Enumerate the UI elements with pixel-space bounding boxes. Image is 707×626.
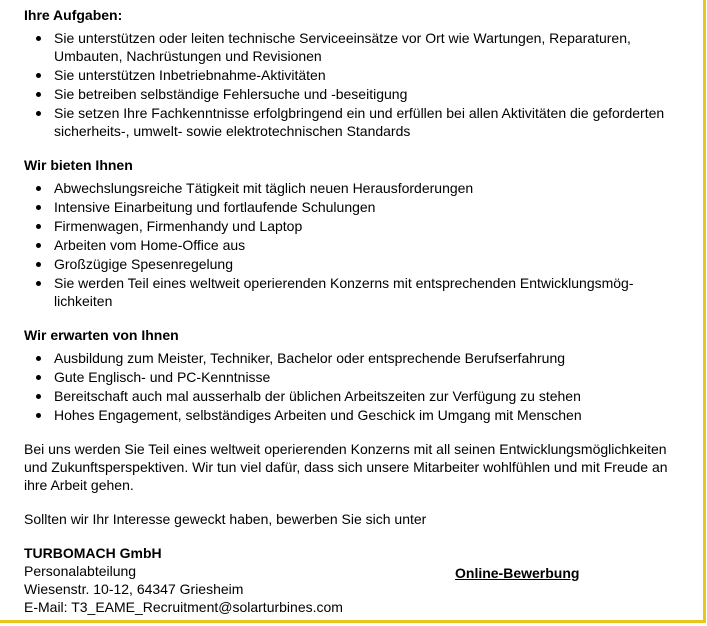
list-item: Großzügige Spesenregelung: [54, 255, 674, 273]
list-item: Abwechslungsreiche Tätigkeit mit täglich neuen Herausforderungen: [54, 179, 674, 197]
tasks-heading: Ihre Aufgaben:: [24, 7, 123, 23]
list-item: Sie betreiben selbständige Fehlersuche und -beseitigung: [54, 85, 674, 103]
list-item: Arbeiten vom Home-Office aus: [54, 236, 674, 254]
list-item: Gute Englisch- und PC-Kenntnisse: [54, 368, 674, 386]
closing-paragraph: Bei uns werden Sie Teil eines weltweit operierenden Konzerns mit all seinen Entwicklungsmöglichkeiten und Zukunftsperspektiven. Wir tun viel dafür, dass sich unsere Mitarbeiter wohlfühlen und mit Freude an ihre Arbeit gehen.: [24, 441, 668, 493]
offer-heading: Wir bieten Ihnen: [24, 157, 133, 173]
list-item: Sie setzen Ihre Fachkenntnisse erfolgbringend ein und erfüllen bei allen Aktivitäten die geforderten sicherheits-, umwelt- sowie elektrotechnischen Standards: [54, 104, 674, 140]
email[interactable]: E-Mail: T3_EAME_Recruitment@solarturbines.com: [24, 599, 343, 615]
offer-list: [24, 179, 674, 310]
contact-block: [24, 544, 674, 616]
list-item: Bereitschaft auch mal ausserhalb der üblichen Arbeitszeiten zur Verfügung zu stehen: [54, 387, 674, 405]
tasks-section: [24, 6, 674, 140]
company-name: TURBOMACH GmbH: [24, 545, 162, 561]
list-item: Sie unterstützen oder leiten technische Serviceeinsätze vor Ort wie Wartungen, Reparaturen, Umbauten, Nachrüstungen und Revisionen: [54, 29, 674, 65]
address: Wiesenstr. 10-12, 64347 Griesheim: [24, 581, 244, 597]
list-item: Ausbildung zum Meister, Techniker, Bachelor oder entsprechende Berufserfahrung: [54, 349, 674, 367]
department: Personalabteilung: [24, 563, 137, 579]
expect-heading: Wir erwarten von Ihnen: [24, 327, 179, 343]
list-item: Sie unterstützen Inbetriebnahme-Aktivitäten: [54, 66, 674, 84]
list-item: Hohes Engagement, selbständiges Arbeiten und Geschick im Umgang mit Menschen: [54, 406, 674, 424]
list-item: Firmenwagen, Firmenhandy und Laptop: [54, 217, 674, 235]
invitation-text: Sollten wir Ihr Interesse geweckt haben, bewerben Sie sich unter: [24, 511, 427, 527]
tasks-list: [24, 29, 674, 140]
expect-list: [24, 349, 674, 424]
offer-section: [24, 156, 674, 310]
list-item: Intensive Einarbeitung und fortlaufende Schulungen: [54, 198, 674, 216]
expect-section: [24, 326, 674, 424]
list-item: Sie werden Teil eines weltweit operierenden Konzerns mit entsprechenden Entwicklungsmög-lichkeiten: [54, 274, 674, 310]
job-ad-content: [24, 6, 674, 616]
online-application-link[interactable]: Online-Bewerbung: [455, 565, 580, 581]
